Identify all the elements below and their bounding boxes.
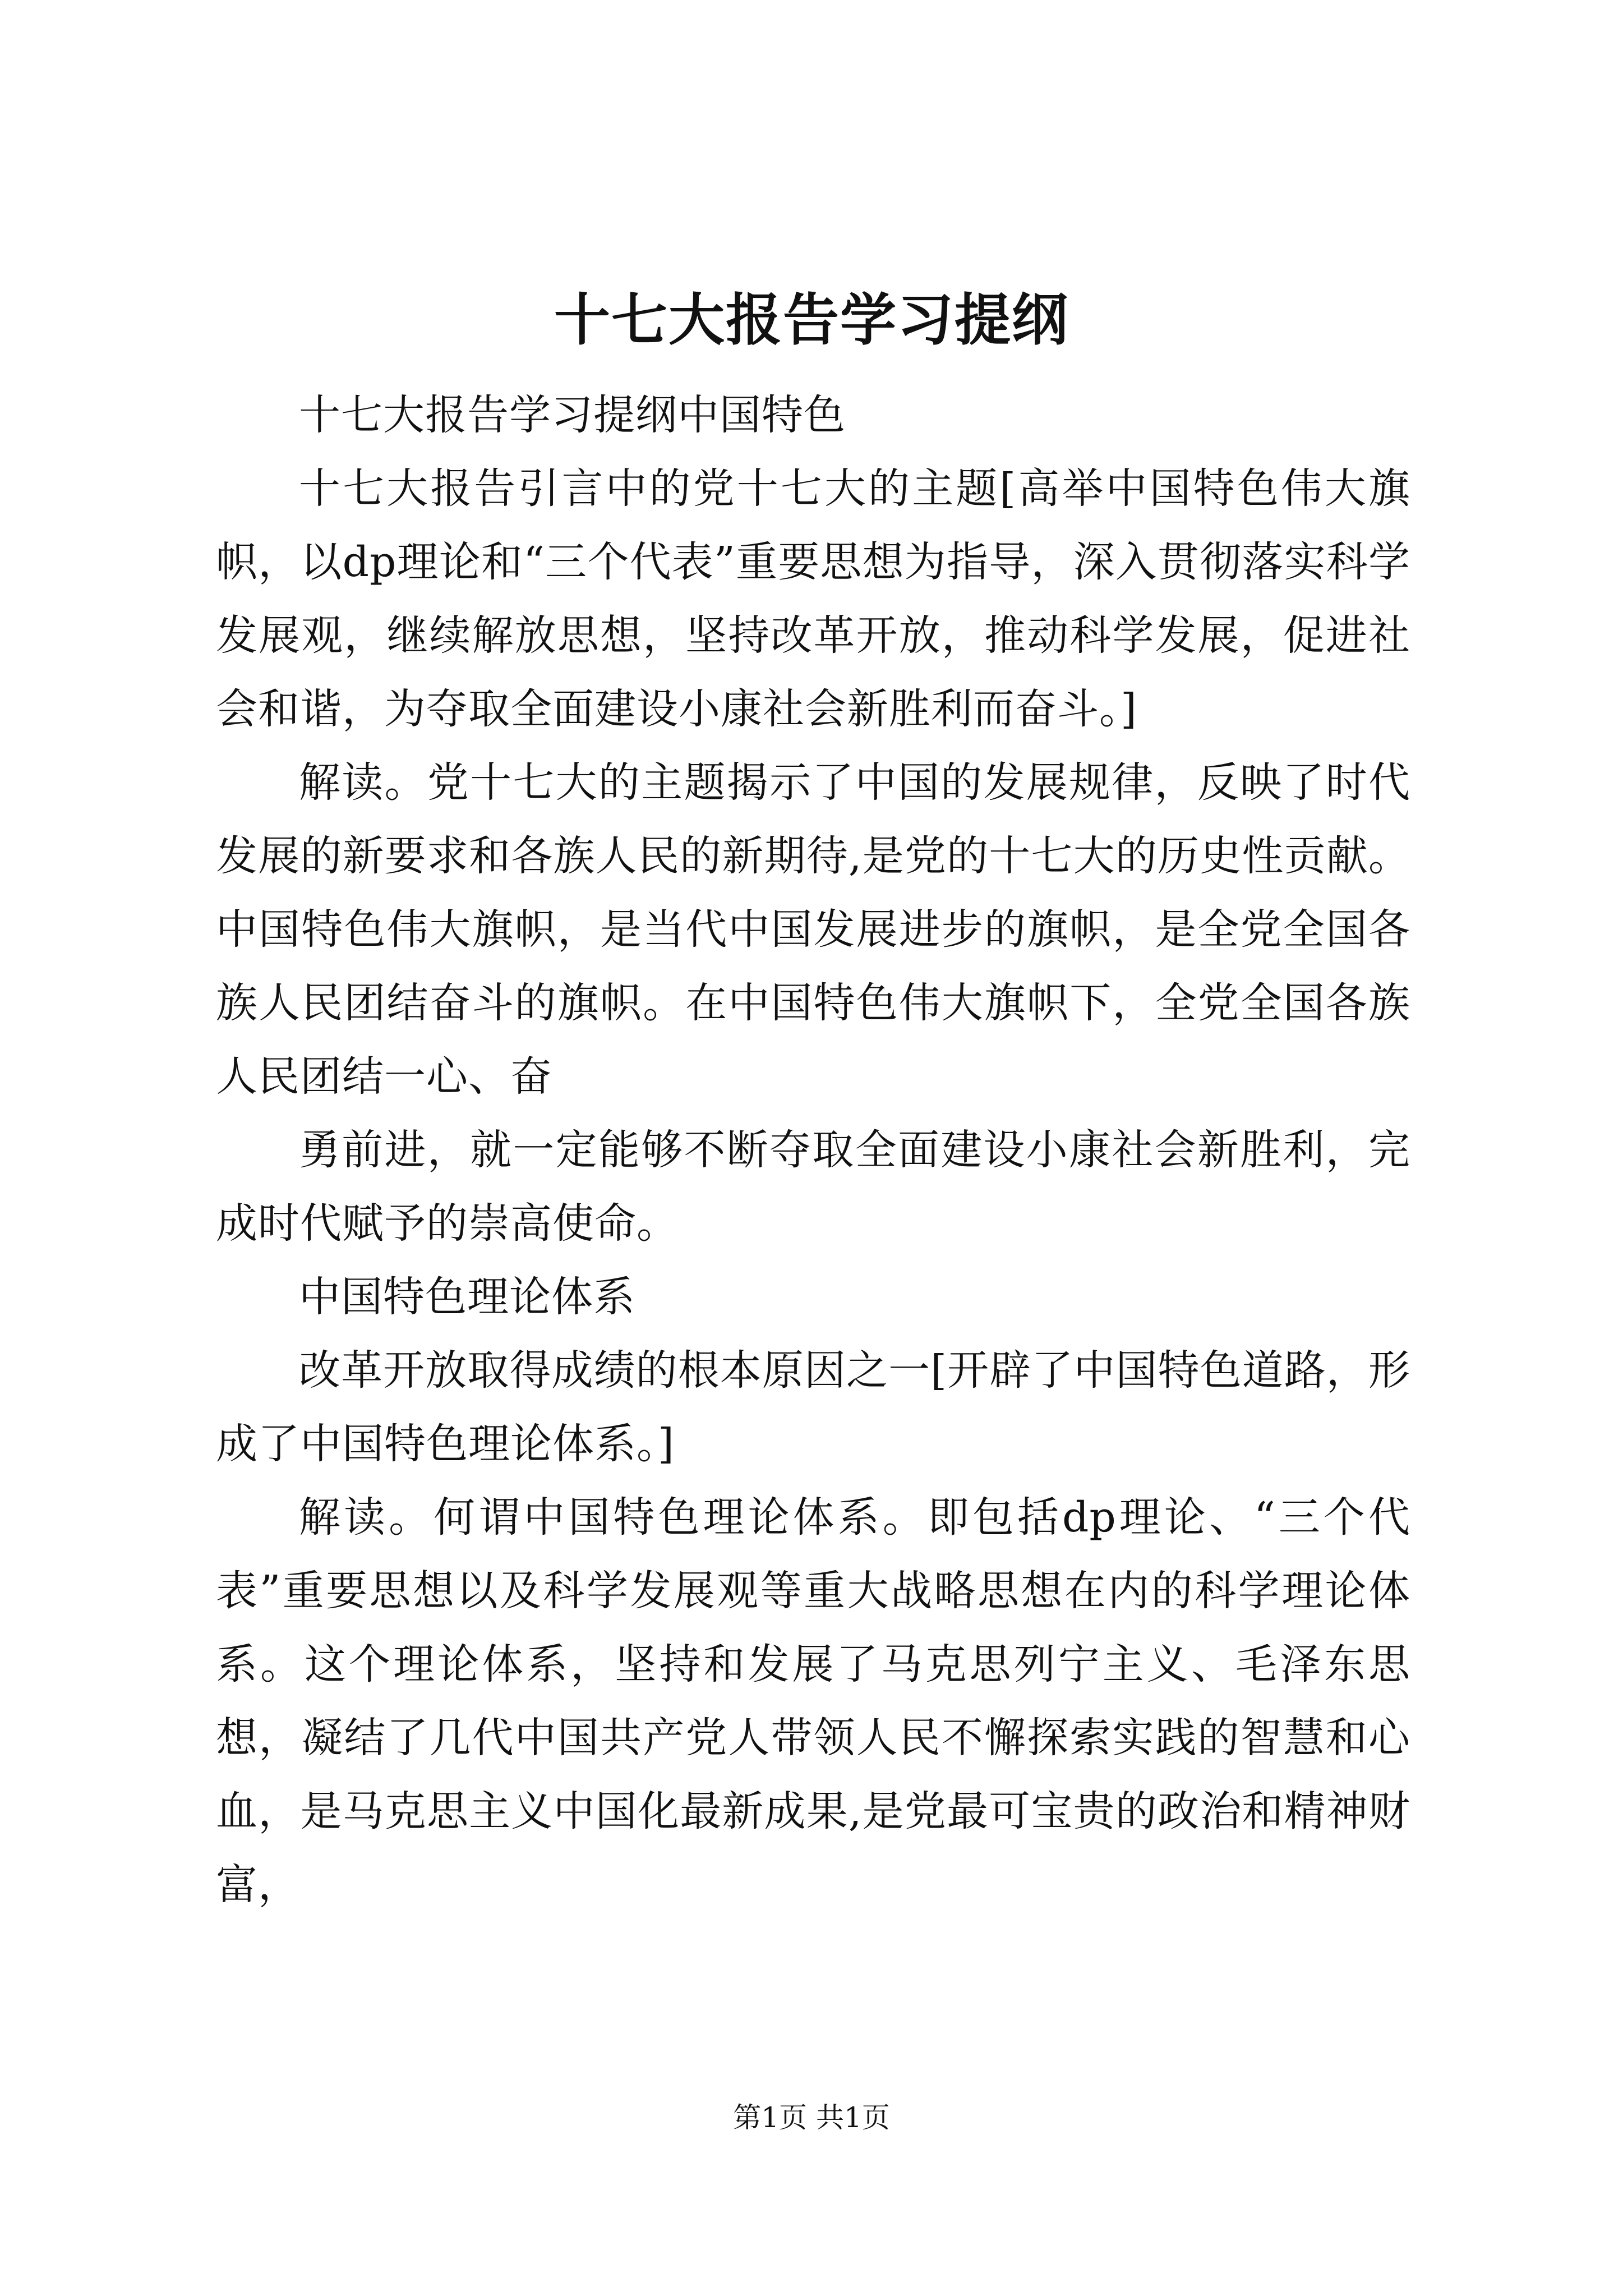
document-body	[216, 379, 1410, 1922]
paragraph: 解读。党十七大的主题揭示了中国的发展规律，反映了时代发展的新要求和各族人民的新期待,是党的十七大的历史性贡献。中国特色伟大旗帜，是当代中国发展进步的旗帜，是全党全国各族人民团结奋斗的旗帜。在中国特色伟大旗帜下，全党全国各族人民团结一心、奋	[216, 758, 1410, 1101]
paragraph: 十七大报告学习提纲中国特色	[299, 391, 846, 439]
paragraph: 十七大报告引言中的党十七大的主题[高举中国特色伟大旗帜，以dp理论和“三个代表”重要思想为指导，深入贯彻落实科学发展观，继续解放思想，坚持改革开放，推动科学发展，促进社会和谐，为夺取全面建设小康社会新胜利而奋斗。]	[216, 464, 1410, 733]
document-title: 十七大报告学习提纲	[554, 287, 1069, 353]
section-heading: 中国特色理论体系	[299, 1273, 635, 1321]
paragraph: 改革开放取得成绩的根本原因之一[开辟了中国特色道路，形成了中国特色理论体系。]	[216, 1346, 1410, 1468]
paragraph: 解读。何谓中国特色理论体系。即包括dp理论、“三个代表”重要思想以及科学发展观等重大战略思想在内的科学理论体系。这个理论体系，坚持和发展了马克思列宁主义、毛泽东思想，凝结了几代中国共产党人带领人民不懈探索实践的智慧和心血，是马克思主义中国化最新成果,是党最可宝贵的政治和精神财富，	[216, 1493, 1410, 1909]
paragraph: 勇前进，就一定能够不断夺取全面建设小康社会新胜利，完成时代赋予的崇高使命。	[216, 1126, 1410, 1248]
page-footer: 第1页 共1页	[733, 2101, 890, 2134]
